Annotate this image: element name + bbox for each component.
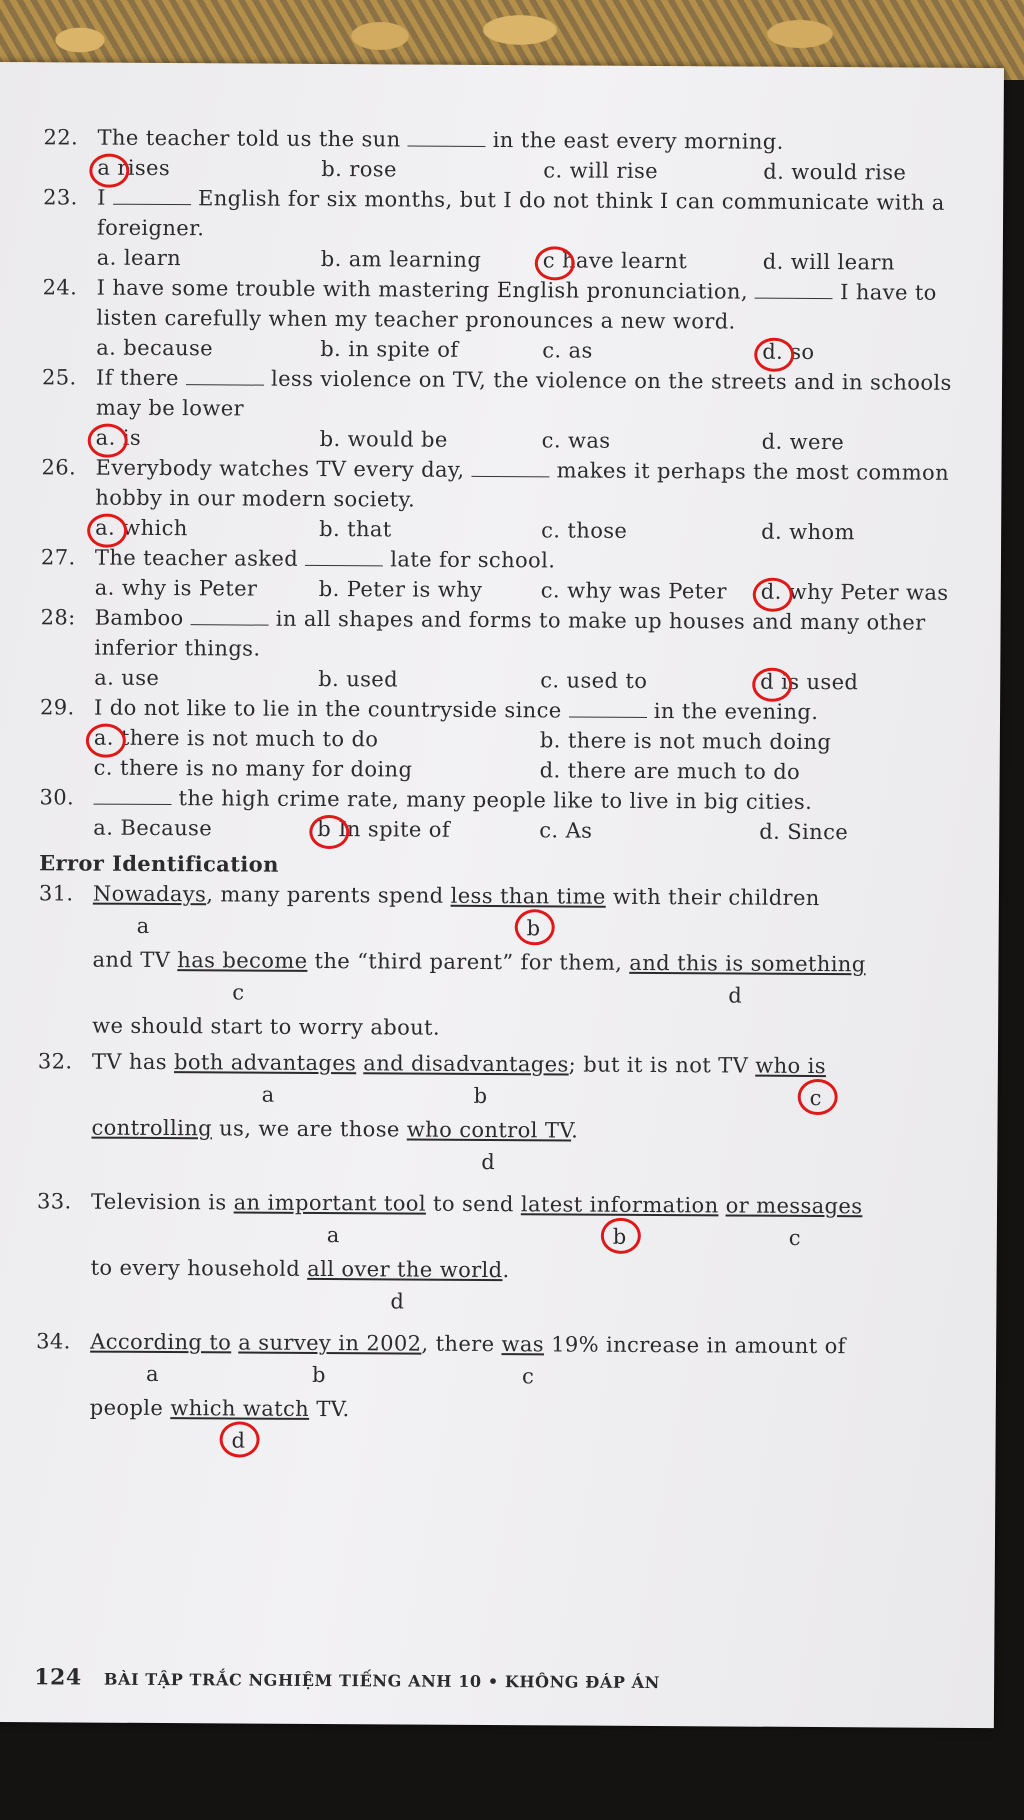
answer-circle: c xyxy=(543,245,555,275)
segment-d[interactable]: who control TV xyxy=(406,1117,572,1143)
option-text: would be xyxy=(347,427,448,452)
option-text: why is Peter xyxy=(121,575,258,601)
option-c[interactable] xyxy=(542,335,593,365)
sentence-text: people xyxy=(89,1395,171,1421)
option-letter: d. xyxy=(761,429,783,454)
letter-c: c xyxy=(232,980,245,1005)
segment-a[interactable]: an important tool xyxy=(233,1190,427,1216)
question-number: 22. xyxy=(43,125,79,150)
option-letter: d. xyxy=(759,819,781,844)
sentence-text: we should start to worry about. xyxy=(92,1013,441,1040)
option-letter: c. xyxy=(539,818,559,843)
option-text: Peter is why xyxy=(346,577,483,602)
letter-c-circled: c xyxy=(810,1083,822,1113)
question-number: 25. xyxy=(42,365,77,390)
segment-c[interactable]: has become xyxy=(177,948,308,973)
question-27 xyxy=(41,542,981,608)
option-letter: a. xyxy=(94,665,115,690)
option-letter: d. xyxy=(762,249,784,274)
question-number: 24. xyxy=(42,275,78,300)
option-c[interactable] xyxy=(543,245,688,276)
option-d[interactable] xyxy=(761,577,949,608)
option-letter: c. xyxy=(540,668,560,693)
answer-circle: a. xyxy=(95,513,115,543)
question-28 xyxy=(40,602,981,698)
option-text: use xyxy=(121,665,160,690)
option-letter: b. xyxy=(318,576,340,602)
option-letter: b. xyxy=(320,336,342,362)
question-25 xyxy=(42,362,983,458)
segment-c[interactable]: or messages xyxy=(725,1193,863,1219)
stem-text: the high crime rate, many people like to live in big cities. xyxy=(171,786,813,814)
option-letter: d. xyxy=(763,159,785,184)
option-text: is xyxy=(122,425,142,450)
question-number: 30. xyxy=(39,785,75,810)
sentence-text: 19% increase in amount of xyxy=(543,1332,846,1359)
sentence-text: the “third parent” for them, xyxy=(307,948,630,975)
option-letter: c. xyxy=(542,338,562,363)
option-a[interactable] xyxy=(96,423,142,453)
sentence-text: Television is xyxy=(90,1189,234,1215)
letter-b: b xyxy=(311,1362,326,1388)
sentence-text: ; but it is not TV xyxy=(568,1052,756,1078)
letter-a: a xyxy=(145,1361,159,1386)
option-d[interactable] xyxy=(762,427,845,458)
answer-circle: d xyxy=(760,667,774,697)
answer-blank xyxy=(186,366,264,385)
letter-a: a xyxy=(261,1082,275,1107)
letter-a: a xyxy=(326,1223,340,1248)
option-b[interactable] xyxy=(317,814,450,845)
sentence-text: TV. xyxy=(309,1396,350,1422)
option-letter: c. xyxy=(541,428,562,453)
sentence-text: to send xyxy=(425,1191,521,1217)
option-b[interactable] xyxy=(321,244,482,275)
option-b[interactable] xyxy=(318,664,398,694)
stem-text: I xyxy=(97,185,114,210)
option-d[interactable] xyxy=(760,667,858,698)
option-letter: b. xyxy=(319,426,341,452)
option-a[interactable] xyxy=(95,573,258,604)
option-text: used to xyxy=(566,668,648,693)
question-number: 28: xyxy=(40,605,76,630)
option-b[interactable] xyxy=(320,424,448,455)
stem-text: The teacher asked xyxy=(94,545,306,571)
question-24 xyxy=(42,272,983,368)
question-number: 27. xyxy=(40,545,76,570)
page-footer xyxy=(34,1664,660,1694)
question-34 xyxy=(35,1326,976,1464)
option-text: as xyxy=(568,338,593,363)
sentence-text: with their children xyxy=(605,884,820,911)
segment-a[interactable]: According to xyxy=(90,1329,232,1355)
option-d[interactable] xyxy=(540,755,801,787)
option-text: As xyxy=(565,818,593,843)
section-heading: Error Identification xyxy=(39,850,279,877)
letter-b-circled: b xyxy=(527,913,541,943)
option-text: Since xyxy=(787,819,849,845)
sentence-text: TV has xyxy=(91,1049,175,1075)
option-text: there is not much to do xyxy=(120,725,379,752)
question-31 xyxy=(38,878,979,1046)
option-letter: c. xyxy=(540,578,561,603)
segment-b[interactable]: a survey in 2002 xyxy=(238,1330,422,1356)
option-c[interactable] xyxy=(540,665,647,696)
option-d[interactable] xyxy=(759,817,848,848)
stem-text: I do not like to lie in the countryside since xyxy=(93,695,569,723)
option-text: there is not much doing xyxy=(567,728,832,755)
segment-c[interactable]: was xyxy=(501,1332,545,1357)
letter-b-circled: b xyxy=(613,1222,627,1252)
stem-text: If there xyxy=(96,365,187,391)
option-text: is used xyxy=(781,669,859,695)
option-b[interactable] xyxy=(321,154,397,184)
book-title: BÀI TẬP TRẮC NGHIỆM TIẾNG ANH 10 • KHÔNG ĐÁP ÁN xyxy=(103,1669,660,1693)
option-text: would rise xyxy=(791,159,907,185)
stem-text: in the evening. xyxy=(646,698,819,725)
segment-d[interactable]: and this is something xyxy=(629,950,866,977)
stem-text: makes it perhaps the most common hobby in our modern society. xyxy=(95,458,950,512)
option-b[interactable] xyxy=(540,725,832,757)
option-letter: b. xyxy=(539,728,561,753)
option-text: will learn xyxy=(790,249,895,275)
answer-blank xyxy=(755,280,833,299)
segment-d[interactable]: which watch xyxy=(170,1396,310,1421)
option-a[interactable] xyxy=(95,513,188,544)
option-text: those xyxy=(567,518,628,543)
segment-c[interactable]: controlling xyxy=(91,1115,213,1141)
stem-text: in all shapes and forms to make up houses and many other inferior things. xyxy=(94,606,926,661)
sentence-text: to every household xyxy=(90,1255,308,1281)
answer-blank xyxy=(93,786,171,805)
option-text: used xyxy=(346,667,399,692)
stem-text: The teacher told us the sun xyxy=(97,125,408,152)
questions-area xyxy=(35,122,983,1464)
stem-text: in the east every morning. xyxy=(485,127,784,154)
option-text: which xyxy=(122,515,188,541)
question-26 xyxy=(41,452,982,548)
sentence-text: and TV xyxy=(92,947,178,973)
question-number: 29. xyxy=(39,695,75,720)
sentence-text: . xyxy=(571,1118,579,1143)
option-text: rises xyxy=(117,155,171,181)
letter-d-circled: d xyxy=(231,1425,245,1455)
stem-text: less violence on TV, the violence on the streets and in schools may be lower xyxy=(95,366,952,421)
option-c[interactable] xyxy=(543,155,658,186)
answer-blank xyxy=(191,606,269,625)
segment-b[interactable]: less than time xyxy=(450,883,606,909)
question-32 xyxy=(37,1046,978,1184)
segment-a[interactable]: Nowadays xyxy=(92,881,207,907)
option-text: there is no many for doing xyxy=(119,755,413,782)
question-number: 23. xyxy=(43,185,78,210)
stem-text: late for school. xyxy=(383,547,556,573)
option-d[interactable] xyxy=(762,337,814,367)
sentence-text: , many parents spend xyxy=(206,882,451,908)
question-29 xyxy=(40,692,981,788)
option-letter: d. xyxy=(539,758,561,783)
segment-b[interactable]: and disadvantages xyxy=(363,1051,569,1077)
sentence-text: us, we are those xyxy=(211,1116,407,1142)
option-text: so xyxy=(790,339,815,364)
question-number: 31. xyxy=(38,881,74,906)
letter-d: d xyxy=(481,1149,496,1175)
option-letter: a. xyxy=(93,815,114,840)
option-text: Because xyxy=(120,815,213,841)
option-text: will rise xyxy=(569,158,659,184)
option-a[interactable] xyxy=(96,333,213,364)
option-c[interactable] xyxy=(94,753,413,785)
option-letter: b. xyxy=(321,156,343,182)
answer-circle: d. xyxy=(762,337,783,367)
question-number: 33. xyxy=(36,1189,72,1214)
answer-circle: a xyxy=(97,153,110,183)
option-letter: c. xyxy=(541,518,561,543)
segment-d[interactable]: all over the world xyxy=(307,1256,503,1283)
stem-text: Bamboo xyxy=(94,605,191,631)
option-letter: b. xyxy=(319,516,341,542)
answer-circle: d. xyxy=(761,577,782,607)
option-letter: d. xyxy=(761,519,783,544)
question-22 xyxy=(43,122,983,188)
option-b[interactable] xyxy=(319,514,392,544)
page-number: 124 xyxy=(34,1664,82,1691)
sentence-text: . xyxy=(502,1258,510,1283)
letter-d: d xyxy=(390,1289,405,1314)
segment-b[interactable]: latest information xyxy=(520,1192,719,1218)
segment-a[interactable]: both advantages xyxy=(173,1050,357,1076)
question-30 xyxy=(39,782,979,848)
letter-d: d xyxy=(728,983,743,1008)
option-b[interactable] xyxy=(319,574,483,605)
option-text: were xyxy=(789,429,845,455)
option-text: because xyxy=(123,335,214,361)
option-letter: c. xyxy=(93,755,114,780)
option-text: that xyxy=(347,517,392,542)
option-a[interactable] xyxy=(97,243,181,274)
option-letter: c. xyxy=(543,158,563,183)
stem-text: I have to listen carefully when my teacher pronounces a new word. xyxy=(96,280,937,334)
option-letter: a. xyxy=(96,335,117,360)
option-text: why was Peter xyxy=(567,578,727,604)
option-letter: a. xyxy=(94,575,115,600)
answer-circle: a. xyxy=(96,423,116,453)
option-a[interactable] xyxy=(94,663,159,693)
question-number: 32. xyxy=(37,1049,73,1074)
option-text: have learnt xyxy=(561,248,688,274)
answer-circle: b xyxy=(317,814,331,844)
letter-c: c xyxy=(788,1225,802,1250)
option-a[interactable] xyxy=(93,813,212,844)
question-23 xyxy=(43,182,984,278)
segment-c[interactable]: who is xyxy=(755,1053,827,1079)
answer-blank xyxy=(408,127,486,146)
letter-a: a xyxy=(136,913,150,938)
option-text: was xyxy=(567,428,611,453)
question-number: 34. xyxy=(36,1329,71,1354)
option-b[interactable] xyxy=(320,334,458,365)
option-c[interactable] xyxy=(541,515,627,546)
question-number: 26. xyxy=(41,455,77,480)
answer-blank xyxy=(113,186,191,205)
option-d[interactable] xyxy=(763,247,895,278)
option-letter: b. xyxy=(320,246,342,272)
option-d[interactable] xyxy=(763,157,906,188)
option-a[interactable] xyxy=(97,153,170,183)
option-text: in spite of xyxy=(348,337,459,362)
stem-text: English for six months, but I do not think I can communicate with a foreigner. xyxy=(96,186,945,241)
option-c[interactable] xyxy=(541,575,727,606)
stem-text: Everybody watches TV every day, xyxy=(95,455,472,482)
answer-blank xyxy=(472,458,550,477)
option-a[interactable] xyxy=(94,723,379,755)
question-33 xyxy=(36,1186,977,1324)
option-c[interactable] xyxy=(542,425,611,455)
option-text: learn xyxy=(123,245,182,271)
book-page xyxy=(0,62,1004,1728)
option-c[interactable] xyxy=(539,815,592,845)
option-text: there are much to do xyxy=(567,758,801,784)
option-letter: a. xyxy=(96,245,117,270)
answer-circle: a. xyxy=(94,723,114,753)
letter-c: c xyxy=(521,1364,535,1389)
option-text: whom xyxy=(789,519,855,545)
answer-blank xyxy=(305,547,383,566)
stem-text: I have some trouble with mastering English pronunciation, xyxy=(96,275,756,304)
sentence-text: , there xyxy=(421,1331,502,1357)
option-letter: b. xyxy=(318,666,340,692)
option-d[interactable] xyxy=(761,517,855,548)
option-text: rose xyxy=(349,157,397,182)
option-text: am learning xyxy=(348,247,482,272)
answer-blank xyxy=(569,698,647,717)
option-text: In spite of xyxy=(338,817,451,842)
option-text: why Peter was xyxy=(788,579,949,605)
letter-b: b xyxy=(473,1083,488,1108)
